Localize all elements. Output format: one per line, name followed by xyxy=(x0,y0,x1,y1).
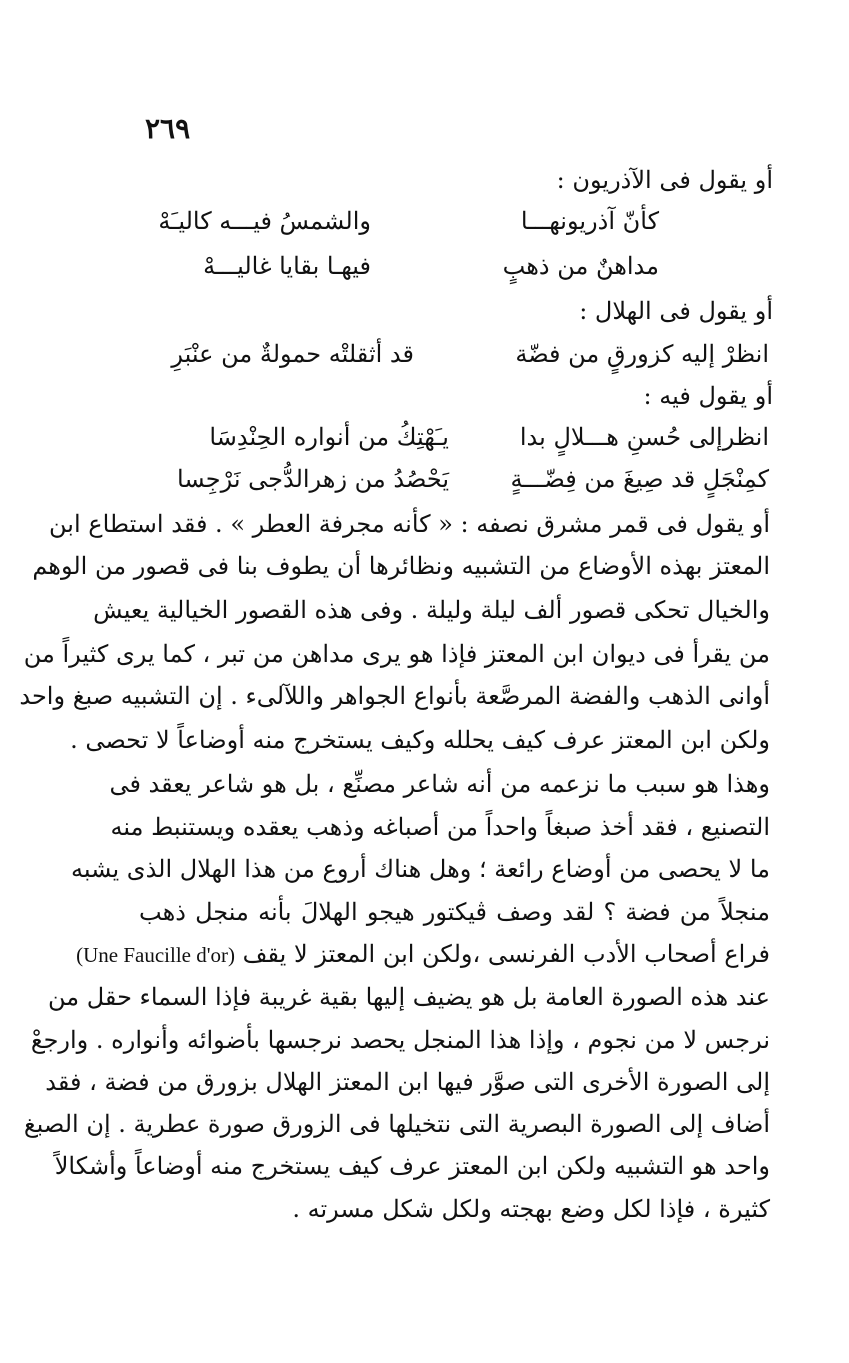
paragraph-line-11 xyxy=(76,940,770,968)
paragraph-line-5: أوانى الذهب والفضة المرصَّعة بأنواع الجواهر واللآلىء . إن التشبيه صبغ واحد xyxy=(19,682,770,710)
paragraph-line-2: المعتز بهذه الأوضاع من التشبيه ونظائرها أن يطوف بنا فى قصور من الوهم xyxy=(32,552,770,580)
page-number: ٢٦٩ xyxy=(145,112,191,145)
verse-1-hemistich-1a: كأنّ آذريونهـــا xyxy=(520,207,659,235)
verse-3-hemistich-1b: يـَهْتِكُ من أنواره الحِنْدِسَا xyxy=(209,423,449,451)
verse-intro-3: أو يقول فيه : xyxy=(643,382,773,410)
verse-1-hemistich-2a: مداهنٌ من ذهبٍ xyxy=(502,252,659,280)
verse-1-hemistich-2b: فيهـا بقايا غاليـــهْ xyxy=(203,252,371,280)
paragraph-line-12: عند هذه الصورة العامة بل هو يضيف إليها بقية غريبة فإذا السماء حقل من xyxy=(48,983,770,1011)
verse-intro-1: أو يقول فى الآذريون : xyxy=(556,166,773,194)
verse-3-hemistich-2b: يَحْصُدُ من زهرالدُّجى نَرْجِسا xyxy=(177,465,449,493)
paragraph-line-15: أضاف إلى الصورة البصرية التى نتخيلها فى الزورق صورة عطرية . إن الصبغ xyxy=(23,1110,770,1138)
paragraph-line-8: التصنيع ، فقد أخذ صبغاً واحداً من أصباغه وذهب يعقده ويستنبط منه xyxy=(110,813,770,841)
paragraph-line-9: ما لا يحصى من أوضاع رائعة ؛ وهل هناك أروع من هذا الهلال الذى يشبه xyxy=(70,855,770,883)
paragraph-line-6: ولكن ابن المعتز عرف كيف يحلله وكيف يستخرج منه أوضاعاً لا تحصى . xyxy=(70,726,770,754)
paragraph-line-14: إلى الصورة الأخرى التى صوَّر فيها ابن المعتز الهلال بزورق من فضة ، فقد xyxy=(45,1068,770,1096)
verse-2-hemistich-a: انظرْ إليه كزورقٍ من فضّة xyxy=(515,340,769,368)
paragraph-line-1: أو يقول فى قمر مشرق نصفه : « كأنه مجرفة العطر » . فقد استطاع ابن xyxy=(49,510,770,538)
paragraph-line-11-text: فراع أصحاب الأدب الفرنسى ،ولكن ابن المعتز لا يقف xyxy=(242,940,770,968)
verse-3-hemistich-2a: كمِنْجَلٍ قد صِيغَ من فِضّـــةٍ xyxy=(510,465,769,493)
paragraph-line-17: كثيرة ، فإذا لكل وضع بهجته ولكل شكل مسرته . xyxy=(292,1195,770,1223)
verse-intro-2: أو يقول فى الهلال : xyxy=(579,297,773,325)
verse-2-hemistich-b: قد أثقلتْه حمولةٌ من عنْبَرِ xyxy=(171,340,414,368)
paragraph-line-7: وهذا هو سبب ما نزعمه من أنه شاعر مصنِّع ، بل هو شاعر يعقد فى xyxy=(109,770,770,798)
verse-1-hemistich-1b: والشمسُ فيـــه كاليـَهْ xyxy=(158,207,371,235)
french-phrase: (Une Faucille d'or) xyxy=(76,943,236,967)
paragraph-line-16: واحد هو التشبيه ولكن ابن المعتز عرف كيف يستخرج منه أوضاعاً وأشكالاً xyxy=(54,1152,770,1180)
verse-3-hemistich-1a: انظرإلى حُسنِ هـــلالٍ بدا xyxy=(519,423,769,451)
paragraph-line-4: من يقرأ فى ديوان ابن المعتز فإذا هو يرى مداهن من تبر ، كما يرى كثيراً من xyxy=(23,640,770,668)
paragraph-line-10: منجلاً من فضة ؟ لقد وصف ڤيكتور هيجو الهلالَ بأنه منجل ذهب xyxy=(139,898,770,926)
paragraph-line-13: نرجس لا من نجوم ، وإذا هذا المنجل يحصد نرجسها بأضوائه وأنواره . وارجعْ xyxy=(30,1026,770,1054)
paragraph-line-3: والخيال تحكى قصور ألف ليلة وليلة . وفى هذه القصور الخيالية يعيش xyxy=(93,596,770,624)
